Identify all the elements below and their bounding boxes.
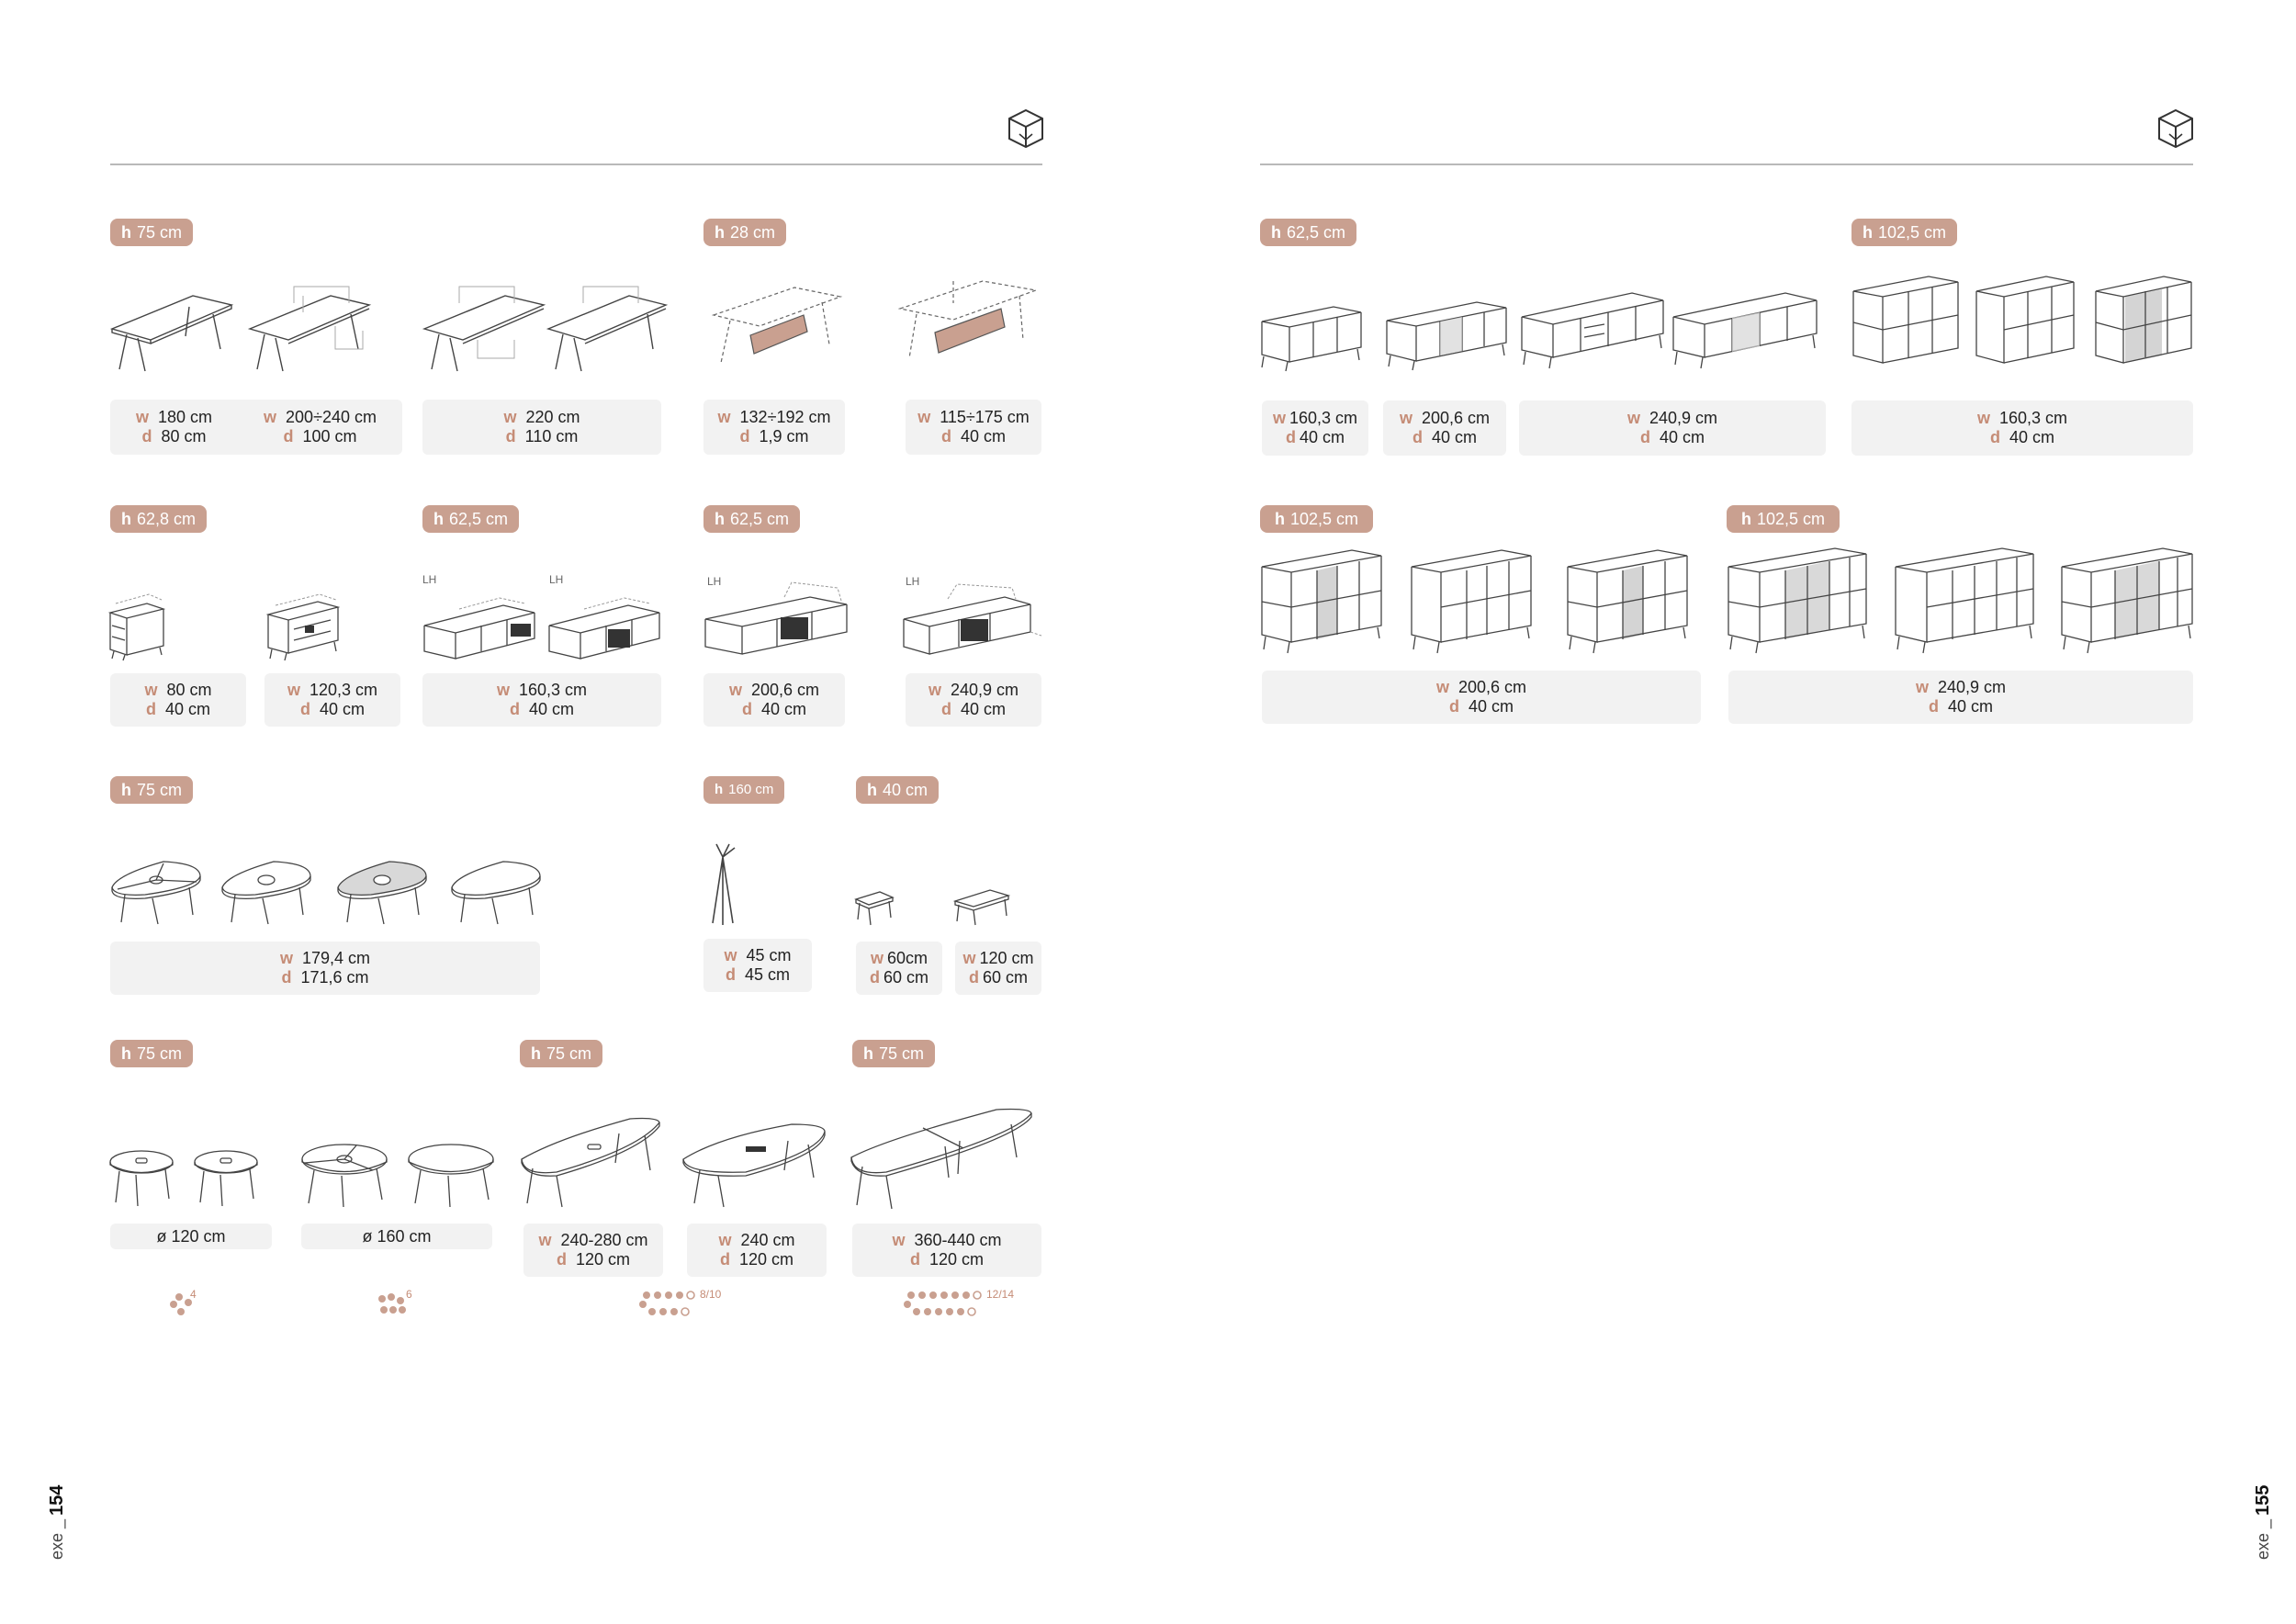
box-3d-icon [2156, 108, 2195, 149]
tall-cabinet-illustration [2094, 271, 2195, 372]
lh-label: LH [707, 575, 722, 588]
tall-cabinet-illustration [1260, 547, 1384, 657]
lh-label: LH [906, 575, 920, 588]
dimensions-panel: w 240,9 cm d 40 cm [1728, 671, 2193, 724]
modesty-panel-illustration [712, 280, 845, 377]
page-number: exe _154 [47, 1484, 67, 1560]
height-badge: h 75 cm [110, 219, 193, 246]
height-badge: h 62,8 cm [110, 505, 207, 533]
seat-dots-icon: 6 [375, 1288, 430, 1319]
triangular-table-illustration [219, 854, 315, 928]
height-badge: h 75 cm [852, 1040, 935, 1067]
height-badge: h 28 cm [703, 219, 786, 246]
triangular-table-illustration [334, 854, 431, 928]
modesty-panel-illustration [898, 276, 1041, 377]
dimensions-panel: w 160,3 cm d 40 cm [1262, 400, 1368, 456]
rectangular-table-illustration [110, 285, 239, 377]
triangular-table-illustration [448, 854, 545, 928]
dimensions-panel: ø 160 cm [301, 1224, 492, 1249]
round-table-illustration [108, 1144, 174, 1208]
dimensions-panel: w 220 cm d 110 cm [422, 400, 661, 455]
boat-table-illustration [681, 1119, 828, 1218]
box-3d-icon [1007, 108, 1045, 149]
dimensions-panel: ø 120 cm [110, 1224, 272, 1249]
low-cabinet-illustration [1671, 280, 1820, 372]
dimensions-panel: w 120,3 cm d 40 cm [264, 673, 400, 727]
dimensions-panel: w 120 cm d 60 cm [955, 942, 1041, 995]
dimensions-panel: w 200,6 cm d 40 cm [703, 673, 845, 727]
coffee-table-illustration [854, 886, 895, 928]
tall-cabinet-illustration [1894, 547, 2036, 657]
seat-dots-icon: 8/10 [639, 1288, 740, 1319]
height-badge: h 102,5 cm [1260, 505, 1373, 533]
sideboard-illustration [422, 592, 537, 666]
dimensions-panel: w 160,3 cm d 40 cm [422, 673, 661, 727]
round-table-illustration [193, 1144, 259, 1208]
triangular-table-illustration [108, 854, 205, 928]
dimensions-panel: w 132÷192 cm d 1,9 cm [703, 400, 845, 455]
height-badge: h 75 cm [110, 1040, 193, 1067]
sideboard-illustration [703, 579, 850, 661]
tall-cabinet-illustration [1975, 271, 2077, 372]
dimensions-panel: w 200,6 cm d 40 cm [1383, 400, 1506, 456]
height-badge: h 75 cm [520, 1040, 602, 1067]
tall-cabinet-illustration [1727, 547, 1869, 657]
dimensions-panel: w 45 cm d 45 cm [703, 939, 812, 992]
dimensions-panel: w 115÷175 cm d 40 cm [906, 400, 1041, 455]
height-badge: h 40 cm [856, 776, 939, 804]
tall-cabinet-illustration [1410, 547, 1534, 657]
height-badge: h 62,5 cm [422, 505, 519, 533]
tall-cabinet-illustration [1566, 547, 1690, 657]
dimensions-panel: w 80 cm d 40 cm [110, 673, 246, 727]
round-table-illustration [299, 1139, 389, 1209]
dimensions-panel: w 240-280 cm d 120 cm [523, 1224, 663, 1277]
sideboard-illustration [902, 579, 1044, 661]
coffee-table-illustration [953, 886, 1010, 928]
low-cabinet-illustration [1385, 289, 1509, 372]
seat-dots-icon: 4 [168, 1288, 214, 1319]
bench-desk-illustration [248, 285, 377, 377]
low-cabinet-illustration [1520, 280, 1667, 372]
header-rule [1260, 164, 2193, 165]
long-conference-table-illustration [850, 1102, 1033, 1212]
dimensions-panel: w 60cm d 60 cm [856, 942, 942, 995]
coat-stand-illustration [707, 840, 739, 928]
height-badge: h 102,5 cm [1851, 219, 1957, 246]
header-rule [110, 164, 1042, 165]
tall-cabinet-illustration [1851, 271, 1962, 372]
cabinet-illustration [108, 592, 165, 661]
height-badge: h 62,5 cm [703, 505, 800, 533]
lh-label: LH [422, 573, 437, 586]
boat-table-illustration [520, 1111, 662, 1211]
seat-dots-icon: 12/14 [904, 1288, 1032, 1319]
height-badge: h 102,5 cm [1727, 505, 1840, 533]
dimensions-panel: w 180 cm d 80 cm w 200÷240 cm d 100 cm [110, 400, 402, 455]
dimensions-panel: w 240,9 cm d 40 cm [1519, 400, 1826, 456]
dimensions-panel: w 240,9 cm d 40 cm [906, 673, 1041, 727]
height-badge: h 160 cm [703, 776, 784, 804]
sideboard-illustration [547, 592, 662, 666]
catalog-page-right [1148, 0, 2296, 1624]
height-badge: h 62,5 cm [1260, 219, 1356, 246]
height-badge: h 75 cm [110, 776, 193, 804]
dimensions-panel: w 240 cm d 120 cm [687, 1224, 827, 1277]
lh-label: LH [549, 573, 564, 586]
tall-cabinet-illustration [2060, 547, 2196, 657]
cabinet-illustration [266, 592, 340, 661]
dimensions-panel: w 179,4 cm d 171,6 cm [110, 942, 540, 995]
low-cabinet-illustration [1260, 294, 1363, 372]
bench-desk-illustration [546, 285, 670, 377]
dimensions-panel: w 360-440 cm d 120 cm [852, 1224, 1041, 1277]
dimensions-panel: w 160,3 cm d 40 cm [1851, 400, 2193, 456]
bench-desk-illustration [422, 285, 551, 377]
round-table-illustration [406, 1139, 496, 1209]
dimensions-panel: w 200,6 cm d 40 cm [1262, 671, 1701, 724]
page-number: exe _155 [2253, 1484, 2273, 1560]
